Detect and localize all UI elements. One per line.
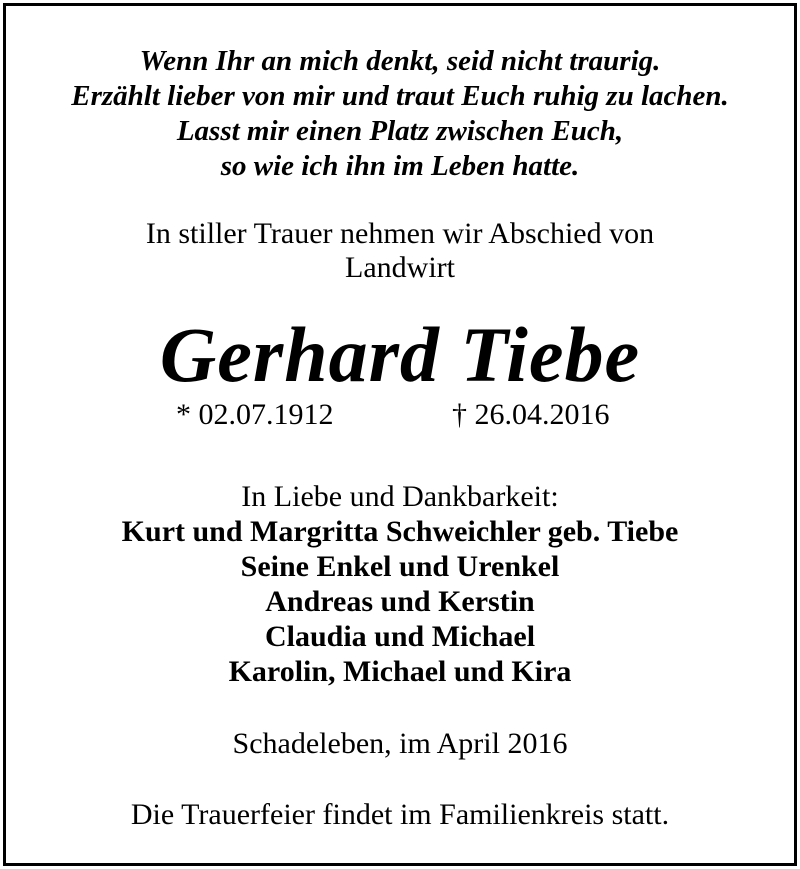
poem-line-4: so wie ich ihn im Leben hatte. <box>220 150 580 182</box>
mourner-name: Andreas und Kerstin <box>265 585 535 618</box>
poem-line-2: Erzählt lieber von mir und traut Euch ruhig zu lachen. <box>71 80 729 112</box>
mourner-name: Karolin, Michael und Kira <box>228 655 572 688</box>
mourners-heading: In Liebe und Dankbarkeit: <box>241 480 559 513</box>
mourner-name: Kurt und Margritta Schweichler geb. Tiebe <box>121 515 679 548</box>
death-date: † 26.04.2016 <box>452 398 610 431</box>
mourner-name: Claudia und Michael <box>264 620 536 653</box>
intro-line-1: In stiller Trauer nehmen wir Abschied von <box>145 217 655 250</box>
birth-date: * 02.07.1912 <box>176 398 334 431</box>
place-and-date: Schadeleben, im April 2016 <box>232 727 568 760</box>
intro-occupation: Landwirt <box>345 251 455 284</box>
poem-line-3: Lasst mir einen Platz zwischen Euch, <box>176 115 624 147</box>
poem-line-1: Wenn Ihr an mich denkt, seid nicht traurig. <box>139 45 661 77</box>
life-dates <box>6 398 794 438</box>
obituary-notice <box>3 3 797 866</box>
mourner-name: Seine Enkel und Urenkel <box>240 550 560 583</box>
funeral-note: Die Trauerfeier findet im Familienkreis statt. <box>130 798 670 831</box>
deceased-name: Gerhard Tiebe <box>159 311 641 398</box>
